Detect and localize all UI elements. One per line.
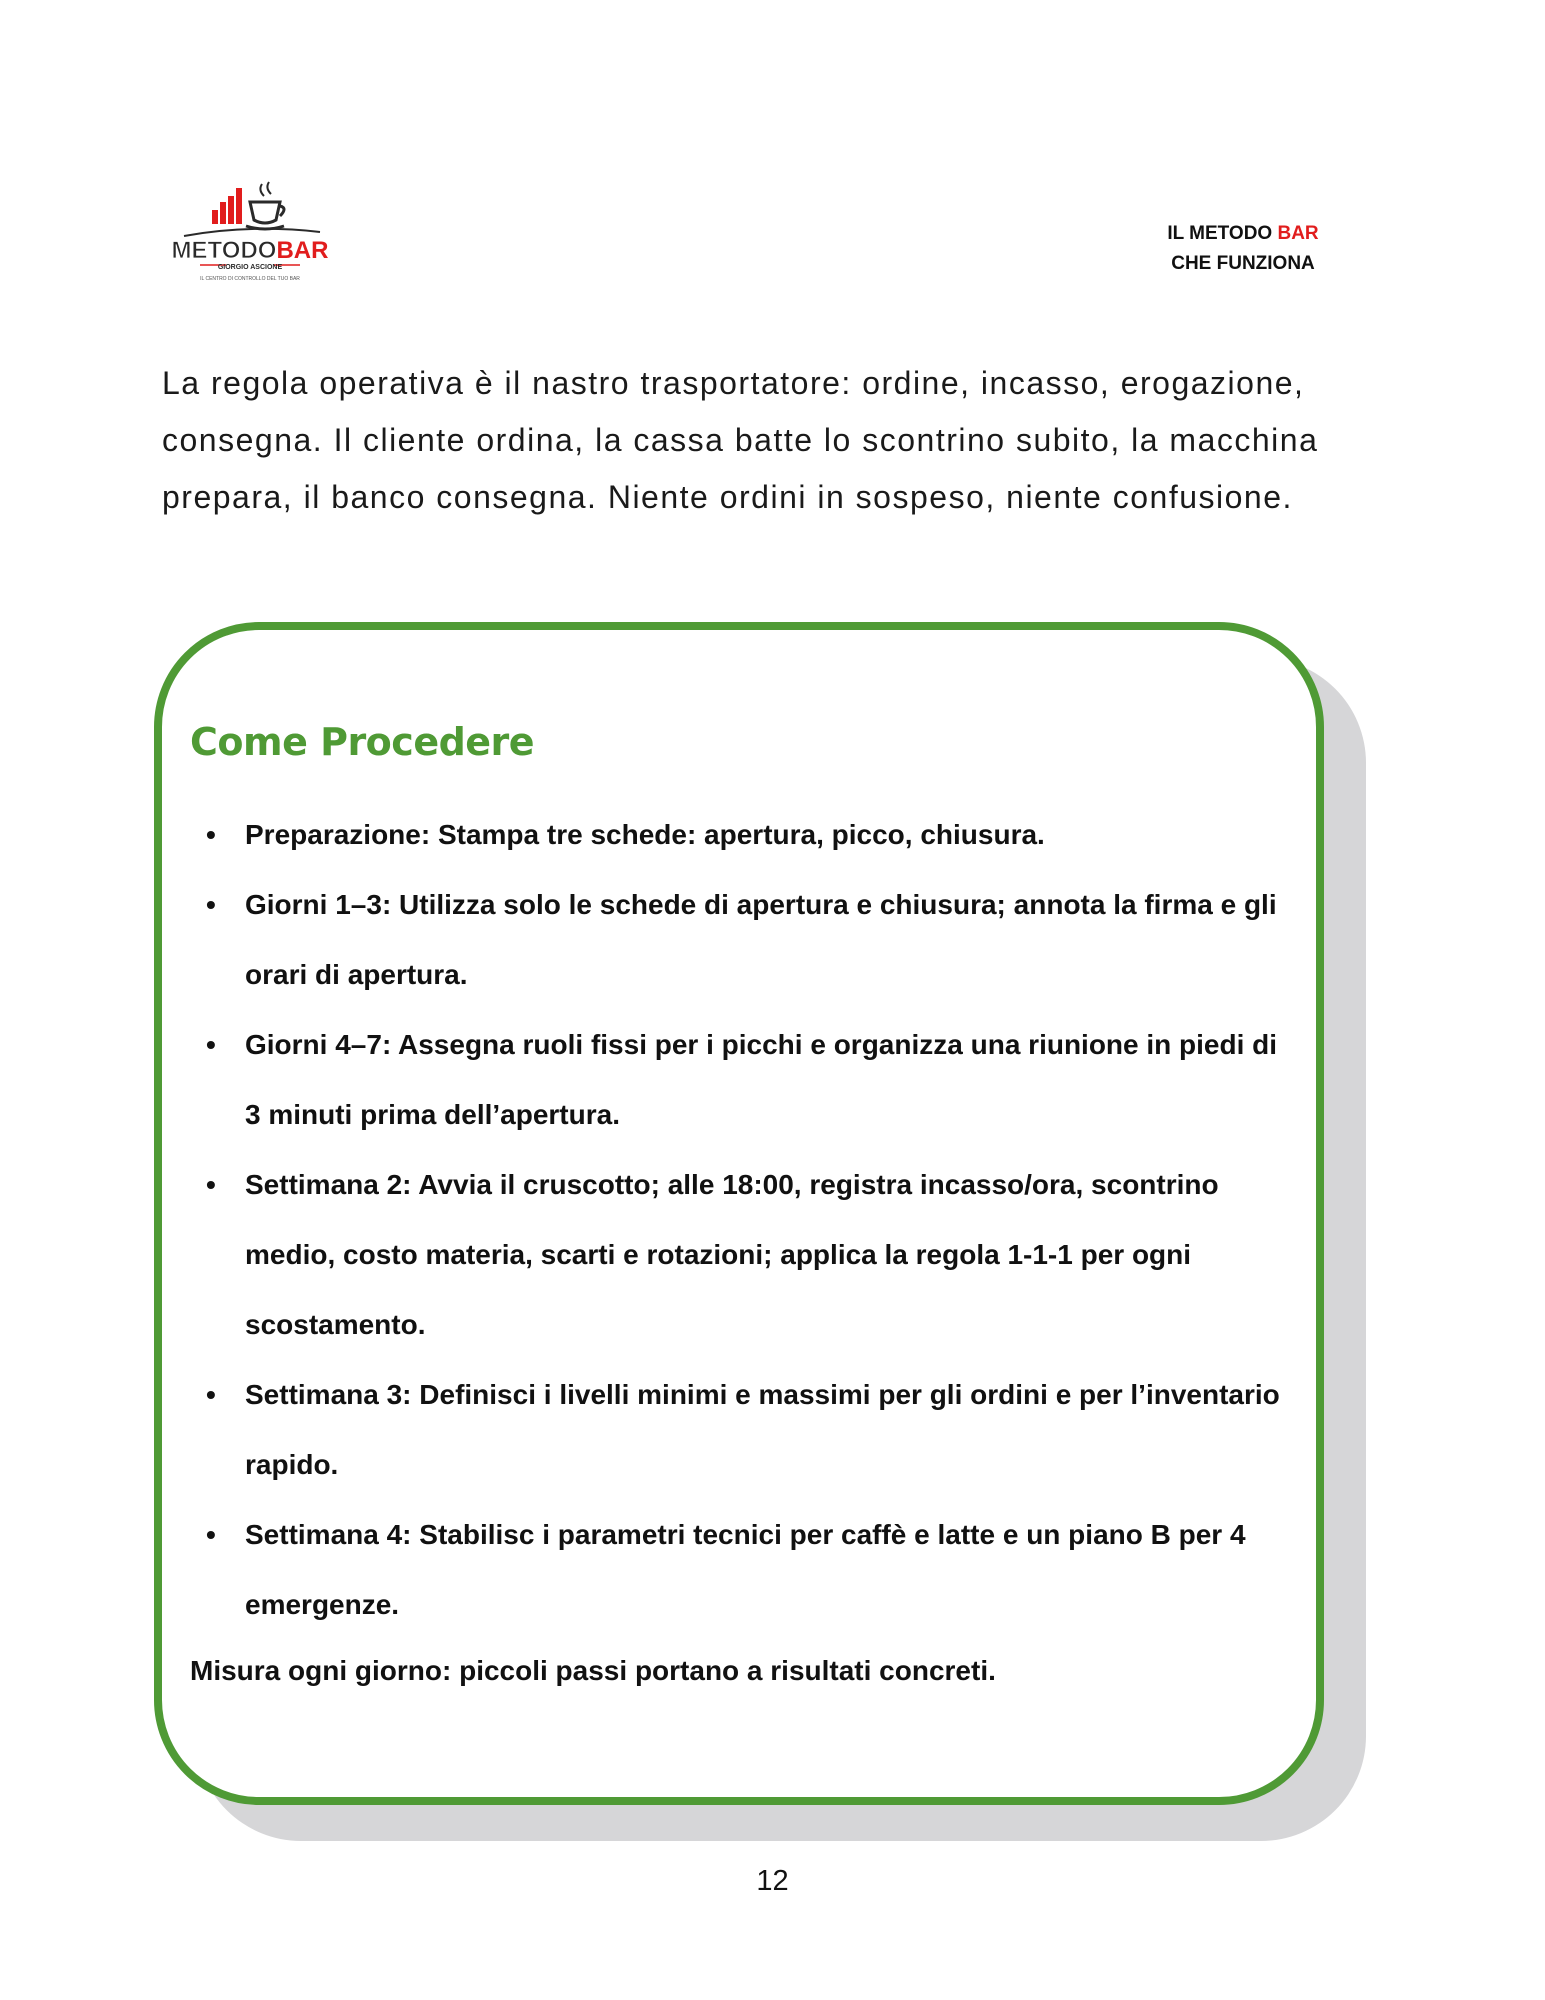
svg-text:IL CENTRO DI CONTROLLO DEL TUO: IL CENTRO DI CONTROLLO DEL TUO BAR (200, 276, 300, 282)
bullet-icon: • (206, 1169, 216, 1200)
page-number: 12 (756, 1865, 789, 1897)
step-item (190, 1150, 1280, 1360)
step-item (190, 1010, 1280, 1150)
intro-paragraph: La regola operativa è il nastro trasportatore: ordine, incasso, erogazione, consegna. Il cliente ordina, la cassa batte lo scontrino subito, la macchina prepara, il banco consegna. Niente ordini in sospeso, niente confusione. (162, 365, 1319, 515)
header-title-line1: IL METODO BAR (1167, 223, 1319, 244)
step-item (190, 1500, 1280, 1640)
bullet-icon: • (206, 1379, 216, 1410)
bullet-icon: • (206, 819, 216, 850)
svg-text:METODOBAR: METODOBAR (171, 237, 329, 264)
steps-list (190, 800, 1280, 1640)
step-text: Giorni 4–7: Assegna ruoli fissi per i picchi e organizza una riunione in piedi di 3 minuti prima dell’apertura. (245, 1029, 1278, 1130)
callout-box (154, 622, 1324, 1805)
bullet-icon: • (206, 1519, 216, 1550)
step-text: Settimana 3: Definisci i livelli minimi e massimi per gli ordini e per l’inventario rapido. (245, 1379, 1280, 1480)
bullet-icon: • (206, 1029, 216, 1060)
svg-text:GIORGIO ASCIONE: GIORGIO ASCIONE (217, 264, 283, 271)
step-item (190, 1360, 1280, 1500)
metodo-bar-logo (170, 172, 330, 292)
step-text: Preparazione: Stampa tre schede: apertura, picco, chiusura. (245, 819, 1045, 850)
header-title-accent: BAR (1277, 223, 1319, 244)
bullet-icon: • (206, 889, 216, 920)
step-text: Settimana 2: Avvia il cruscotto; alle 18:00, registra incasso/ora, scontrino medio, costo materia, scarti e rotazioni; applica la regola 1-1-1 per ogni scostamento. (245, 1169, 1219, 1340)
callout-closing: Misura ogni giorno: piccoli passi portano a risultati concreti. (190, 1655, 996, 1686)
step-item (190, 870, 1280, 1010)
header-title-line2: CHE FUNZIONA (1171, 253, 1315, 274)
step-text: Giorni 1–3: Utilizza solo le schede di apertura e chiusura; annota la firma e gli orari di apertura. (245, 889, 1277, 990)
callout-title: Come Procedere (190, 720, 535, 764)
header-title (1123, 219, 1363, 279)
step-item (190, 800, 1280, 870)
step-text: Settimana 4: Stabilisc i parametri tecnici per caffè e latte e un piano B per 4 emergenze. (245, 1519, 1246, 1620)
